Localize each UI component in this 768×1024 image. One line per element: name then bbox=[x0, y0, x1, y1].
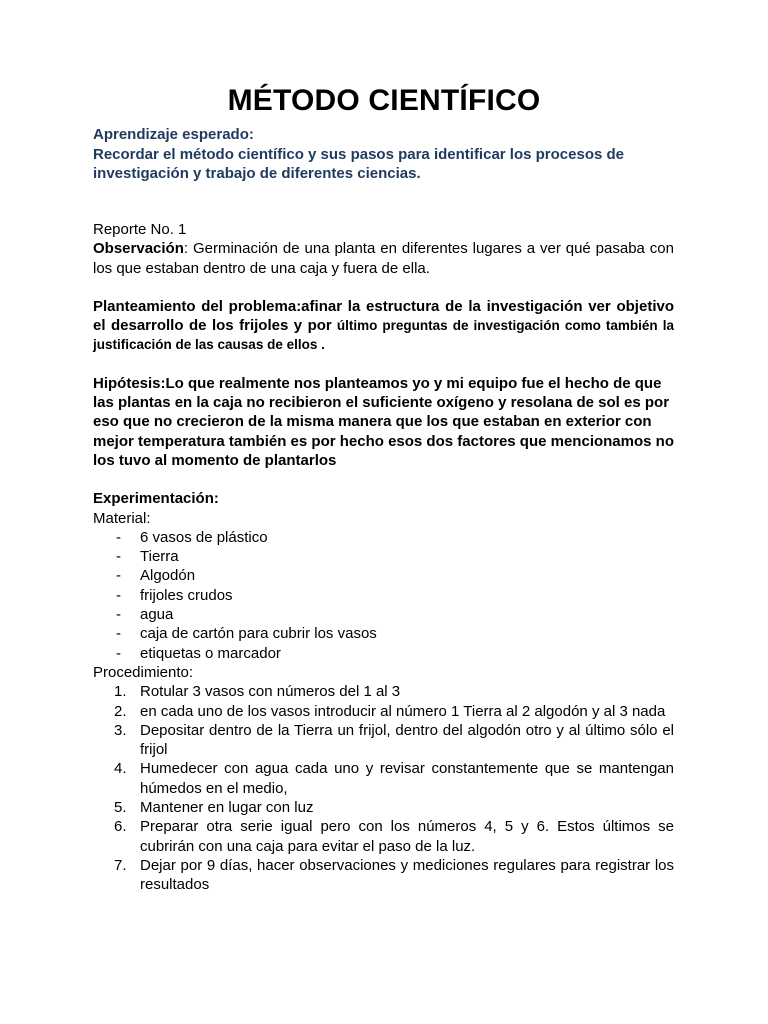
step-number: 6. bbox=[114, 818, 127, 836]
step-text: Mantener en lugar con luz bbox=[140, 799, 314, 817]
problem-text-small: último preguntas de investigación como también la justificación de las causas de ellos . bbox=[93, 318, 674, 353]
procedure-step bbox=[93, 682, 674, 701]
step-number: 7. bbox=[114, 856, 127, 874]
procedure-step bbox=[93, 702, 674, 721]
procedure-step bbox=[93, 721, 674, 760]
report-body bbox=[93, 220, 674, 895]
materials-list bbox=[93, 528, 674, 663]
step-text: Humedecer con agua cada uno y revisar constantemente que se mantengan húmedos en el medio, bbox=[140, 760, 674, 797]
step-number: 2. bbox=[114, 702, 127, 720]
hypothesis-paragraph: Hipótesis:Lo que realmente nos planteamos yo y mi equipo fue el hecho de que las plantas en la caja no recibieron el suficiente oxígeno y resolana de sol es por eso que no crecieron de la misma manera que los que estaban en exterior con mejor temperatura también es por hecho esos dos factores que mencionamos no los tuvo al momento de plantarlos bbox=[93, 374, 674, 469]
procedure-step bbox=[93, 856, 674, 895]
experimentation-heading: Experimentación: bbox=[93, 490, 219, 508]
page-title: MÉTODO CIENTÍFICO bbox=[227, 84, 541, 117]
material-item: - agua bbox=[93, 605, 674, 624]
material-item: - frijoles crudos bbox=[93, 586, 674, 605]
step-number: 5. bbox=[114, 799, 127, 817]
observation-text: : Germinación de una planta en diferentes lugares a ver qué pasaba con los que estaban dentro de una caja y fuera de ella. bbox=[93, 240, 674, 277]
material-item: - Tierra bbox=[93, 547, 674, 566]
procedure-step bbox=[93, 817, 674, 856]
material-item: - etiquetas o marcador bbox=[93, 644, 674, 663]
step-text: Dejar por 9 días, hacer observaciones y mediciones regulares para registrar los resultados bbox=[140, 856, 674, 894]
step-text: Depositar dentro de la Tierra un frijol, dentro del algodón otro y al último sólo el frijol bbox=[140, 721, 674, 759]
procedure-list bbox=[93, 682, 674, 894]
report-number: Reporte No. 1 bbox=[93, 221, 187, 238]
material-item: - 6 vasos de plástico bbox=[93, 528, 674, 547]
step-number: 3. bbox=[114, 721, 127, 739]
step-number: 4. bbox=[114, 760, 127, 778]
material-item: - Algodón bbox=[93, 566, 674, 585]
step-text: Rotular 3 vasos con números del 1 al 3 bbox=[140, 683, 401, 701]
step-number: 1. bbox=[114, 683, 127, 701]
procedure-step bbox=[93, 759, 674, 798]
learning-objective-heading: Aprendizaje esperado: bbox=[93, 126, 254, 143]
procedure-heading: Procedimiento: bbox=[93, 663, 194, 681]
observation-paragraph bbox=[93, 239, 674, 278]
learning-objective bbox=[93, 125, 683, 184]
observation-label: Observación bbox=[93, 240, 184, 258]
step-text: Preparar otra serie igual pero con los números 4, 5 y 6. Estos últimos se cubrirán con una caja para evitar el paso de la luz. bbox=[140, 818, 674, 855]
procedure-step bbox=[93, 798, 674, 817]
problem-text-main: Planteamiento del problema:afinar la estructura de la investigación ver objetivo el desarrollo de los frijoles y por bbox=[93, 297, 674, 335]
step-text: en cada uno de los vasos introducir al número 1 Tierra al 2 algodón y al 3 nada bbox=[140, 702, 666, 720]
problem-paragraph bbox=[93, 297, 674, 355]
material-item: - caja de cartón para cubrir los vasos bbox=[93, 624, 674, 643]
material-heading: Material: bbox=[93, 509, 151, 527]
learning-objective-text: Recordar el método científico y sus pasos para identificar los procesos de investigación y trabajo de diferentes ciencias. bbox=[93, 145, 624, 182]
